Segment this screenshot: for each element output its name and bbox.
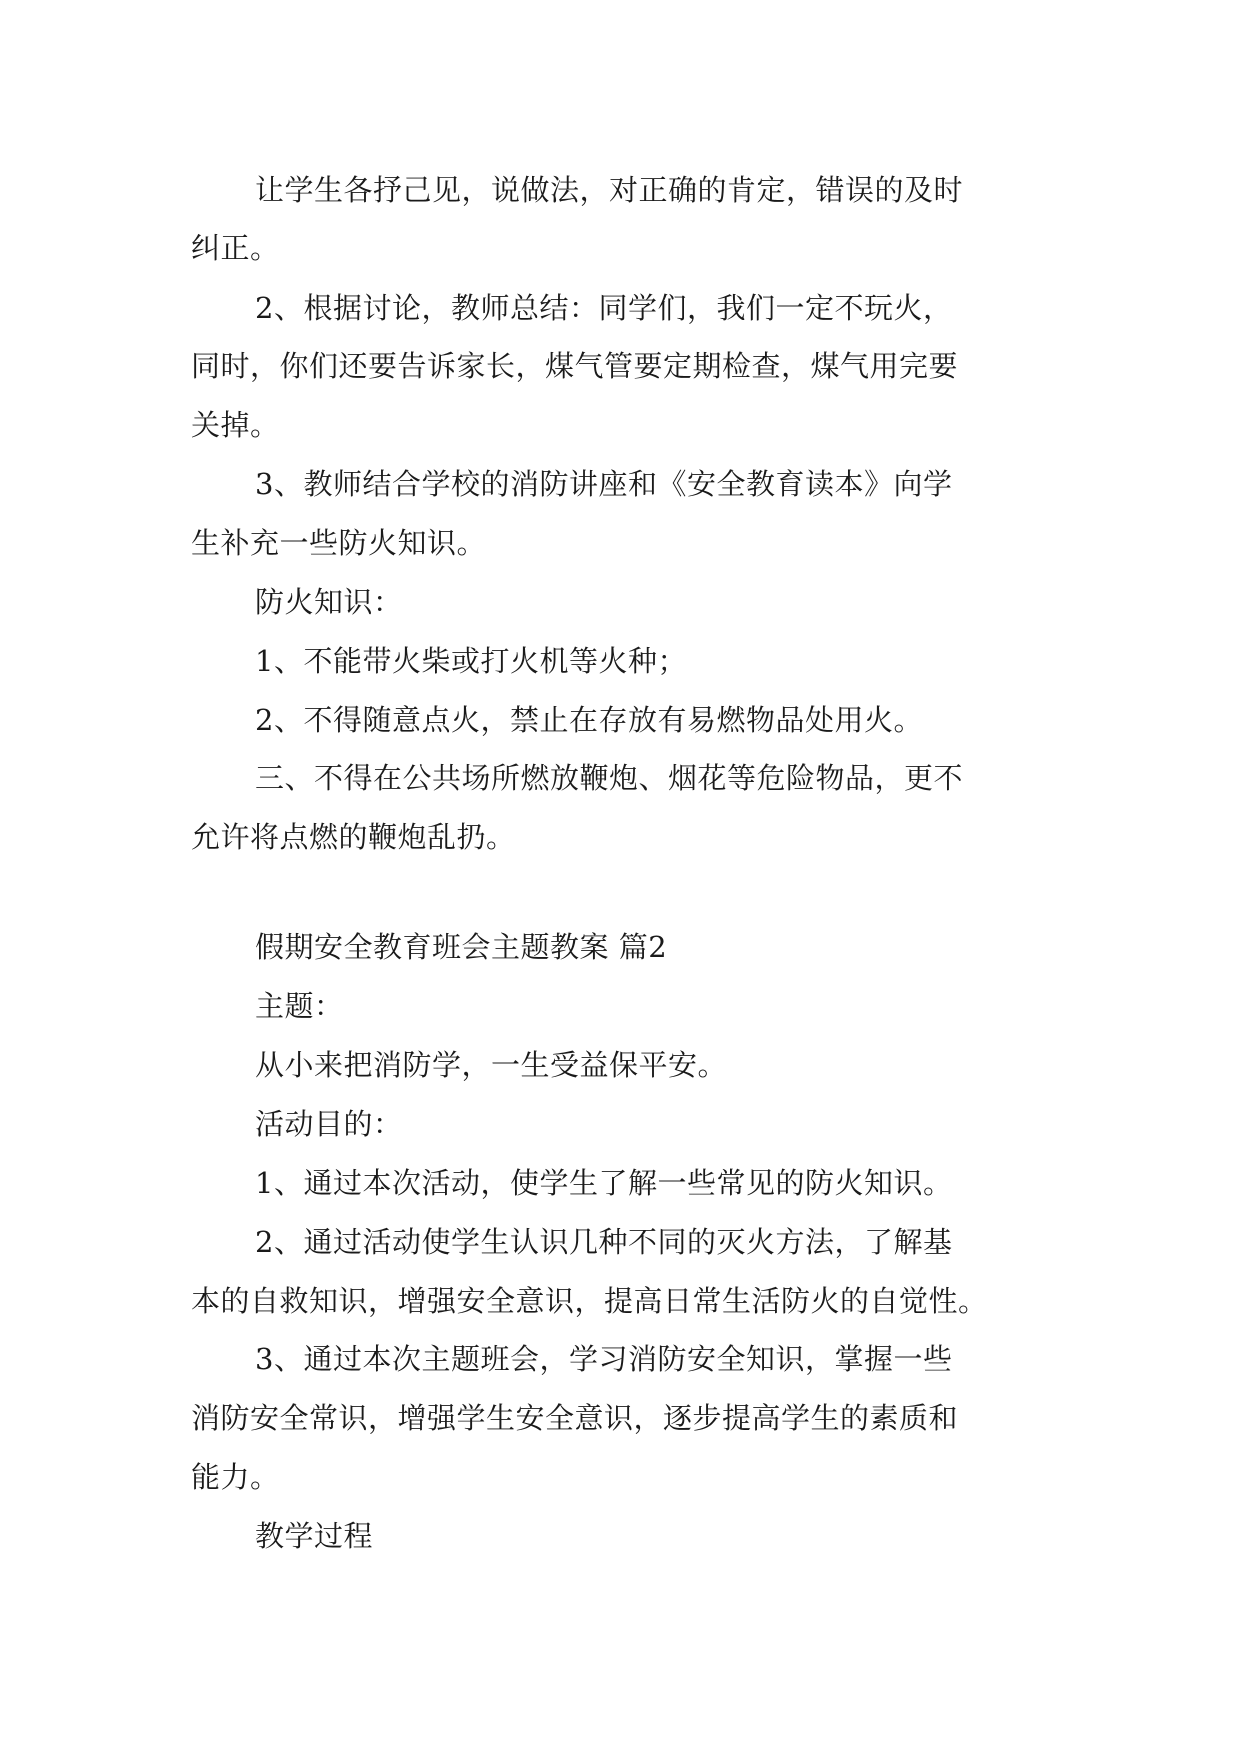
section-heading: 假期安全教育班会主题教案 篇2 xyxy=(255,930,668,964)
paragraph-line: 活动目的： xyxy=(255,1107,403,1141)
paragraph-line: 关掉。 xyxy=(191,408,280,442)
paragraph-line: 3、通过本次主题班会，学习消防安全知识，掌握一些 xyxy=(255,1342,953,1376)
paragraph-line: 防火知识： xyxy=(255,585,403,619)
paragraph-line: 教学过程 xyxy=(255,1519,374,1553)
paragraph-line: 2、不得随意点火，禁止在存放有易燃物品处用火。 xyxy=(255,703,923,737)
paragraph-line: 本的自救知识，增强安全意识，提高日常生活防火的自觉性。 xyxy=(191,1284,988,1318)
paragraph-line: 2、根据讨论，教师总结：同学们，我们一定不玩火， xyxy=(255,291,953,325)
paragraph-line: 允许将点燃的鞭炮乱扔。 xyxy=(191,820,516,854)
paragraph-line: 让学生各抒己见，说做法，对正确的肯定，错误的及时 xyxy=(255,173,964,207)
paragraph-line: 从小来把消防学，一生受益保平安。 xyxy=(255,1048,728,1082)
paragraph-line: 主题： xyxy=(255,989,344,1023)
paragraph-line: 生补充一些防火知识。 xyxy=(191,526,487,560)
paragraph-line: 纠正。 xyxy=(191,231,280,265)
paragraph-line: 三、不得在公共场所燃放鞭炮、烟花等危险物品，更不 xyxy=(255,761,964,795)
paragraph-line: 能力。 xyxy=(191,1460,280,1494)
paragraph-line: 3、教师结合学校的消防讲座和《安全教育读本》向学 xyxy=(255,467,953,501)
paragraph-line: 消防安全常识，增强学生安全意识，逐步提高学生的素质和 xyxy=(191,1401,959,1435)
paragraph-line: 1、不能带火柴或打火机等火种； xyxy=(255,644,687,678)
paragraph-line: 2、通过活动使学生认识几种不同的灭火方法，了解基 xyxy=(255,1225,953,1259)
paragraph-line: 1、通过本次活动，使学生了解一些常见的防火知识。 xyxy=(255,1166,953,1200)
paragraph-line: 同时，你们还要告诉家长，煤气管要定期检查，煤气用完要 xyxy=(191,349,959,383)
